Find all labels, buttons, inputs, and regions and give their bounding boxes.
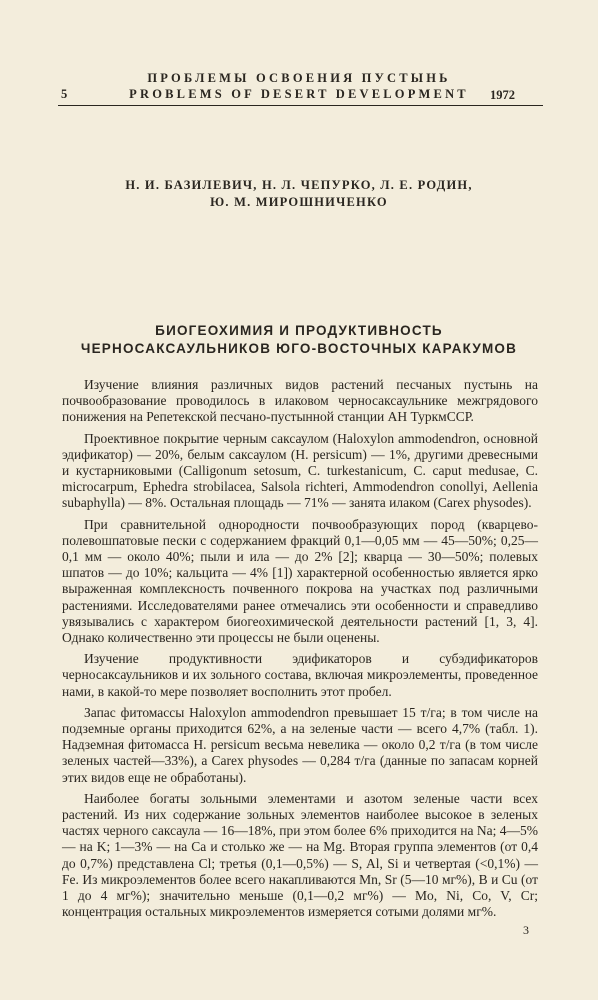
issue-number: 5 xyxy=(61,87,68,101)
page-number: 3 xyxy=(523,923,529,937)
authors-line-1: Н. И. БАЗИЛЕВИЧ, Н. Л. ЧЕПУРКО, Л. Е. РОДИН, xyxy=(125,178,473,192)
paragraph: Запас фитомассы Haloxylon ammodendron превышает 15 т/га; в том числе на подземные органы приходится 62%, а на зеленые части — всего 4,7% (табл. 1). Надземная фитомасса H. persicum весьма невелика — около 0,2 т/га (в том числе зеленых частей—33%), а Carex physodes — 0,284 т/га (данные по запасам корней этих видов еще не обработаны). xyxy=(62,704,538,785)
year: 1972 xyxy=(490,88,515,102)
article-title-line-1: БИОГЕОХИМИЯ И ПРОДУКТИВНОСТЬ xyxy=(155,323,443,338)
journal-title-en: PROBLEMS OF DESERT DEVELOPMENT xyxy=(129,87,469,101)
paragraph: Наиболее богаты зольными элементами и азотом зеленые части всех растений. Из них содержание зольных элементов наиболее высокое в зеленых частях черного саксаула — 16—18%, при этом более 6% приходится на Na; 4—5% — на K; 1—3% — на Ca и столько же — на Mg. Вторая группа элементов (от 0,4 до 0,7%) представлена Cl; третья (0,1—0,5%) — S, Al, Si и четвертая (<0,1%) — Fe. Из микроэлементов более всего накапливаются Mn, Sr (5—10 мг%), B и Cu (от 1 до 4 мг%); значительно меньше (0,1—0,2 мг%) — Mo, Ni, Co, V, Cr; концентрация остальных микроэлементов измеряется сотыми долями мг%. xyxy=(62,790,538,920)
authors-line-2: Ю. М. МИРОШНИЧЕНКО xyxy=(210,195,388,209)
paragraph: При сравнительной однородности почвообразующих пород (кварцево-полевошпатовые пески с содержанием фракций 0,1—0,05 мм — 45—50%; 0,25—0,1 мм — около 40%; пыли и ила — до 2% [2]; кварца — 30—50%; полевых шпатов — до 10%; кальцита — 4% [1]) характерной особенностью является ярко выраженная комплексность почвенного покрова на участках под различными растениями. Исследователями ранее отмечались эти особенности и справедливо увязывались с характером биогеохимической деятельности растений [1, 3, 4]. Однако количественно эти процессы не были оценены. xyxy=(62,516,538,646)
header-rule xyxy=(58,105,543,106)
paragraph: Изучение влияния различных видов растений песчаных пустынь на почвообразование проводилось в илаковом черносаксаульнике межгрядового понижения на Репетекской песчано-пустынной станции АН ТуркмССР. xyxy=(62,377,538,425)
article-body xyxy=(62,377,538,926)
article-title-line-2: ЧЕРНОСАКСАУЛЬНИКОВ ЮГО-ВОСТОЧНЫХ КАРАКУМОВ xyxy=(80,341,518,356)
paragraph: Проективное покрытие черным саксаулом (Haloxylon ammodendron, основной эдификатор) — 20%, белым саксаулом (H. persicum) — 1%, другими древесными и кустарниковыми (Calligonum setosum, C. turkestanicum, C. caput medusae, C. microcarpum, Ephedra strobilacea, Salsola richteri, Ammodendron conollyi, Aellenia subaphylla) — 8%. Остальная площадь — 71% — занята илаком (Carex physodes). xyxy=(62,430,538,511)
journal-title-ru: ПРОБЛЕМЫ ОСВОЕНИЯ ПУСТЫНЬ xyxy=(147,71,451,85)
paragraph: Изучение продуктивности эдификаторов и субэдификаторов черносаксаульников и их зольного состава, включая микроэлементы, проведенное нами, в какой-то мере позволяет восполнить этот пробел. xyxy=(62,651,538,699)
